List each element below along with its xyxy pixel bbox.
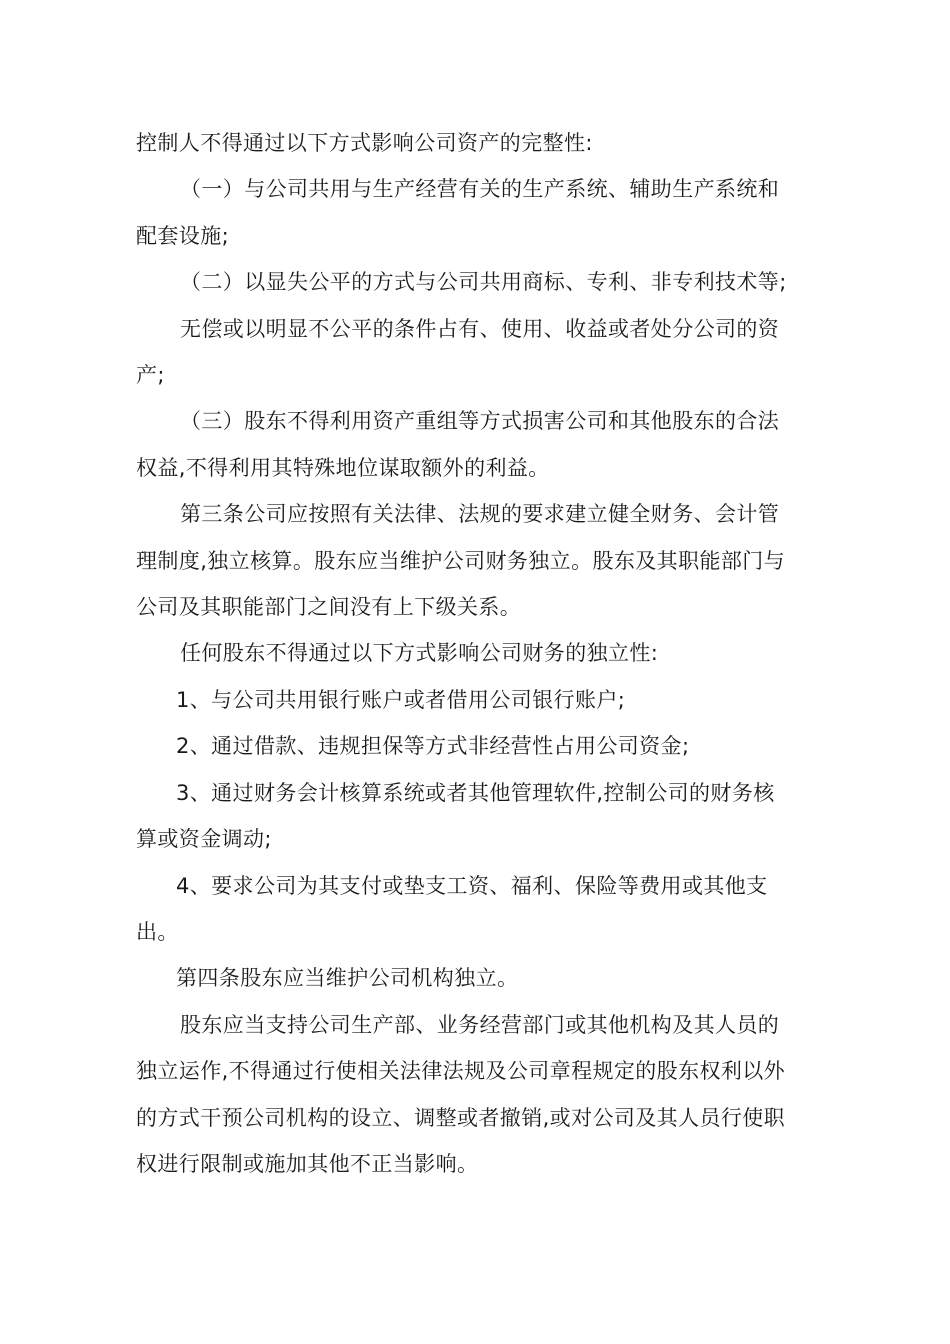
text-line: 的方式干预公司机构的设立、调整或者撤销,或对公司及其人员行使职 [136,1105,786,1130]
paragraph-item-2-trademarks [136,259,816,305]
text-line: 配套设施; [136,223,230,248]
text-line: 理制度,独立核算。股东应当维护公司财务独立。股东及其职能部门与 [136,548,786,573]
text-line: 1、与公司共用银行账户或者借用公司银行账户; [176,687,626,712]
paragraph-item-3-restructuring [136,398,816,491]
text-line: 4、要求公司为其支付或垫支工资、福利、保险等费用或其他支 [176,873,768,898]
text-line: 股东应当支持公司生产部、业务经营部门或其他机构及其人员的 [180,1012,780,1037]
document-body [136,120,816,1187]
paragraph-institutional-independence [136,1002,816,1188]
paragraph-list-item-1 [136,677,816,723]
paragraph-item-1-shared-systems [136,166,816,259]
text-line: 2、通过借款、违规担保等方式非经营性占用公司资金; [176,734,690,759]
text-line: （一）与公司共用与生产经营有关的生产系统、辅助生产系统和 [180,177,780,202]
paragraph-list-item-4 [136,863,816,956]
text-line: 任何股东不得通过以下方式影响公司财务的独立性: [180,641,659,666]
text-line: 第四条股东应当维护公司机构独立。 [176,966,519,991]
paragraph-list-item-3 [136,770,816,863]
text-line: （三）股东不得利用资产重组等方式损害公司和其他股东的合法 [180,409,780,434]
text-line: 第三条公司应按照有关法律、法规的要求建立健全财务、会计管 [180,502,780,527]
text-line: 无偿或以明显不公平的条件占有、使用、收益或者处分公司的资 [180,316,780,341]
text-line: 控制人不得通过以下方式影响公司资产的完整性: [136,131,593,155]
text-line: 算或资金调动; [136,827,272,852]
text-line: 独立运作,不得通过行使相关法律法规及公司章程规定的股东权利以外 [136,1059,786,1084]
text-line: 权进行限制或施加其他不正当影响。 [136,1151,479,1176]
text-line: 公司及其职能部门之间没有上下级关系。 [136,595,522,620]
paragraph-unfair-occupation [136,306,816,399]
paragraph-article-4-heading [136,955,816,1001]
paragraph-list-item-2 [136,723,816,769]
text-line: （二）以显失公平的方式与公司共用商标、专利、非专利技术等; [180,270,787,295]
paragraph-financial-restrictions-intro [136,630,816,676]
paragraph-asset-integrity-intro [136,120,816,166]
text-line: 产; [136,363,165,388]
paragraph-article-3-financial-independence [136,491,816,630]
text-line: 出。 [136,919,179,944]
text-line: 权益,不得利用其特殊地位谋取额外的利益。 [136,455,550,480]
text-line: 3、通过财务会计核算系统或者其他管理软件,控制公司的财务核 [176,780,775,805]
